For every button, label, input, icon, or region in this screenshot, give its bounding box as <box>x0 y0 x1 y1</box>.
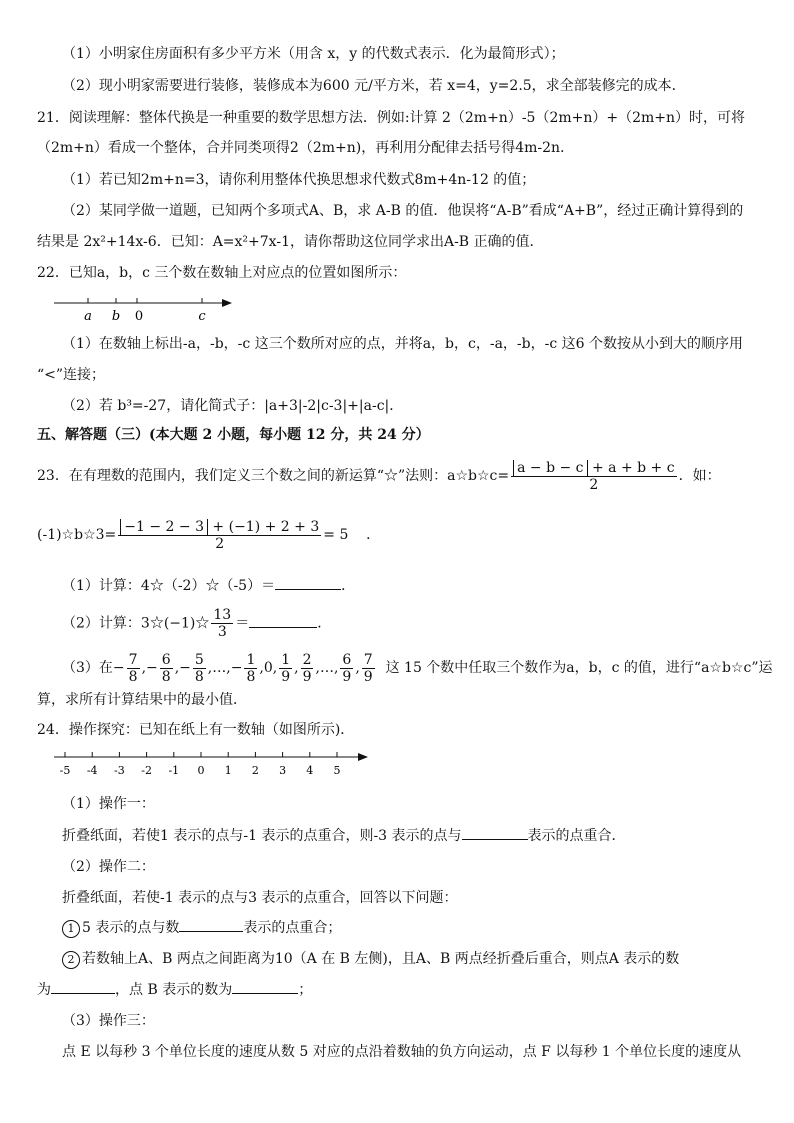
answer-blank-3[interactable] <box>462 839 528 840</box>
circled-number: 1 <box>62 920 80 938</box>
axis-tick-label: 4 <box>306 764 314 777</box>
number-list-item: $\frac{1}{9}$ <box>281 651 291 685</box>
q22-part1b: “<”连接； <box>37 367 106 383</box>
number-list-item: − $\frac{1}{8}$ <box>230 651 256 685</box>
q24-number-line <box>52 748 382 780</box>
q21-part1: （1）若已知2m+n=3，请你利用整体代换思想求代数式8m+4n-12 的值； <box>62 172 536 188</box>
example-fraction: $\frac{-1 - 2 - 3 + (-1) + 2 + 3}{2}$ <box>118 519 321 552</box>
q24-op2-q2-line2: 为 ，点 B 表示的数为 ； <box>37 982 313 998</box>
q21-part2b: 结果是 2x²+14x-6．已知：A=x²+7x-1，请你帮助这位同学求出A-B 正确的值． <box>37 234 544 250</box>
q22-part1a: （1）在数轴上标出-a，-b，-c 这三个数所对应的点，并将a，b，c，-a，-b，-c 这6 个数按从小到大的顺序用 <box>62 336 743 352</box>
q21-part2a: （2）某同学做一道题，已知两个多项式A、B，求 A-B 的值．他误将“A-B”看成“A+B”，经过正确计算得到的 <box>62 203 744 219</box>
number-list-item: $\frac{6}{9}$ <box>342 651 352 685</box>
answer-blank-5[interactable] <box>51 993 115 994</box>
q23-part3-line2: 算，求所有计算结果中的最小值． <box>37 692 247 708</box>
q23-number-list: − $\frac{7}{8}$ ,− $\frac{6}{8}$ ,− $\frac{5}{8}$ ,…,− $\frac{1}{8}$ ,0, $\frac{1}{9}$ , $\frac{2}{9}$ ,…, $\frac{6}{9}$ , $\frac{7}{9}$ <box>113 660 377 676</box>
q24-line1: 24．操作探究：已知在纸上有一数轴（如图所示)． <box>37 722 355 738</box>
q23-part1: （1）计算：4☆（-2）☆（-5）＝ ． <box>62 578 356 594</box>
q24-op3-title: （3）操作三： <box>62 1013 155 1029</box>
axis-tick-label: -4 <box>86 764 98 777</box>
axis-tick-label: 0 <box>197 764 205 777</box>
q22-number-line <box>52 292 242 326</box>
number-list-item: … <box>319 660 334 676</box>
q24-op1-title: （1）操作一： <box>62 796 155 812</box>
q24-op2-text: 折叠纸面，若使-1 表示的点与3 表示的点重合，回答以下问题： <box>62 890 458 906</box>
axis-tick-label: 2 <box>251 764 259 777</box>
axis-label-b: b <box>111 309 121 324</box>
q20-part1: （1）小明家住房面积有多少平方米（用含 x，y 的代数式表示．化为最简形式）； <box>62 46 565 62</box>
q23-part2: （2）计算：3☆(−1)☆ $\frac{13}{3}$ ＝ ． <box>62 607 332 640</box>
q24-op3-text: 点 E 以每秒 3 个单位长度的速度从数 5 对应的点沿着数轴的负方向运动，点 F 以每秒 1 个单位长度的速度从 <box>62 1044 742 1060</box>
section-heading: 五、解答题（三）(本大题 2 小题，每小题 12 分，共 24 分） <box>37 427 430 443</box>
axis-tick-label: -2 <box>141 764 152 777</box>
number-list-item: − $\frac{5}{8}$ <box>179 651 204 685</box>
q24-op2-q2: 2 若数轴上A、B 两点之间距离为10（A 在 B 左侧)，且A、B 两点经折叠后重合，则点A 表示的数 <box>62 949 679 969</box>
q21-line2: （2m+n）看成一个整体，合并同类项得2（2m+n)，再利用分配律去括号得4m-2n． <box>37 140 575 156</box>
axis-tick-label: 3 <box>279 764 287 777</box>
axis-label-a: a <box>84 309 92 324</box>
q21-line1: 21．阅读理解：整体代换是一种重要的数学思想方法．例如:计算 2（2m+n）-5（2m+n）+（2m+n）时，可将 <box>37 110 746 126</box>
circled-number: 2 <box>62 951 80 969</box>
q20-part2: （2）现小明家需要进行装修，装修成本为600 元/平方米，若 x=4，y=2.5，求全部装修完的成本． <box>62 78 686 94</box>
arrow-icon <box>222 299 232 307</box>
q22-line1: 22．已知a，b，c 三个数在数轴上对应点的位置如图所示： <box>37 265 407 281</box>
axis-label-c: c <box>198 309 206 324</box>
answer-blank-1[interactable] <box>275 589 341 590</box>
q24-op2-title: （2）操作二： <box>62 859 155 875</box>
number-list-item: − $\frac{6}{8}$ <box>146 651 171 685</box>
answer-blank-6[interactable] <box>232 993 298 994</box>
axis-tick-label: -3 <box>114 764 125 777</box>
number-list-item: 0 <box>263 660 273 676</box>
axis-tick-label: -5 <box>59 764 71 777</box>
q23-part3: （3）在− $\frac{7}{8}$ ,− $\frac{6}{8}$ ,− $\frac{5}{8}$ ,…,− $\frac{1}{8}$ ,0, $\frac{1}{9}$ , $\frac{2}{9}$ ,…, $\frac{6}{9}$ , $\frac{7}{9}$ 这 15 个数中任取三个数作为a，b，c 的值，进行“a☆b☆c”运 <box>62 651 773 685</box>
number-list-item: − $\frac{7}{8}$ <box>112 651 138 685</box>
answer-blank-4[interactable] <box>179 931 243 932</box>
axis-tick-label: -1 <box>168 764 180 777</box>
q24-op1-text: 折叠纸面，若使1 表示的点与-1 表示的点重合，则-3 表示的点与 表示的点重合． <box>62 828 626 844</box>
number-list-item: $\frac{2}{9}$ <box>302 651 312 685</box>
axis-label-zero: 0 <box>134 309 144 324</box>
number-list-item: … <box>212 660 227 676</box>
axis-tick-label: 1 <box>224 764 232 777</box>
q23-example: (-1)☆b☆3= $\frac{-1 - 2 - 3 + (-1) + 2 + 3}{2}$ = 5 ． <box>37 518 381 552</box>
q24-op2-q1: 1 5 表示的点与数 表示的点重合； <box>62 918 341 938</box>
q22-part2: （2）若 b³=-27，请化简式子：|a+3|-2|c-3|+|a-c|． <box>62 398 404 414</box>
answer-blank-2[interactable] <box>249 627 317 628</box>
q23-definition: 23．在有理数的范围内，我们定义三个数之间的新运算“☆”法则：a☆b☆c= $\frac{a - b - c + a + b + c}{2}$ ．如： <box>37 459 721 493</box>
arrow-icon <box>358 753 368 761</box>
definition-fraction: $\frac{a - b - c + a + b + c}{2}$ <box>511 460 676 493</box>
axis-tick-label: 5 <box>333 764 341 777</box>
number-list-item: $\frac{7}{9}$ <box>363 651 373 685</box>
